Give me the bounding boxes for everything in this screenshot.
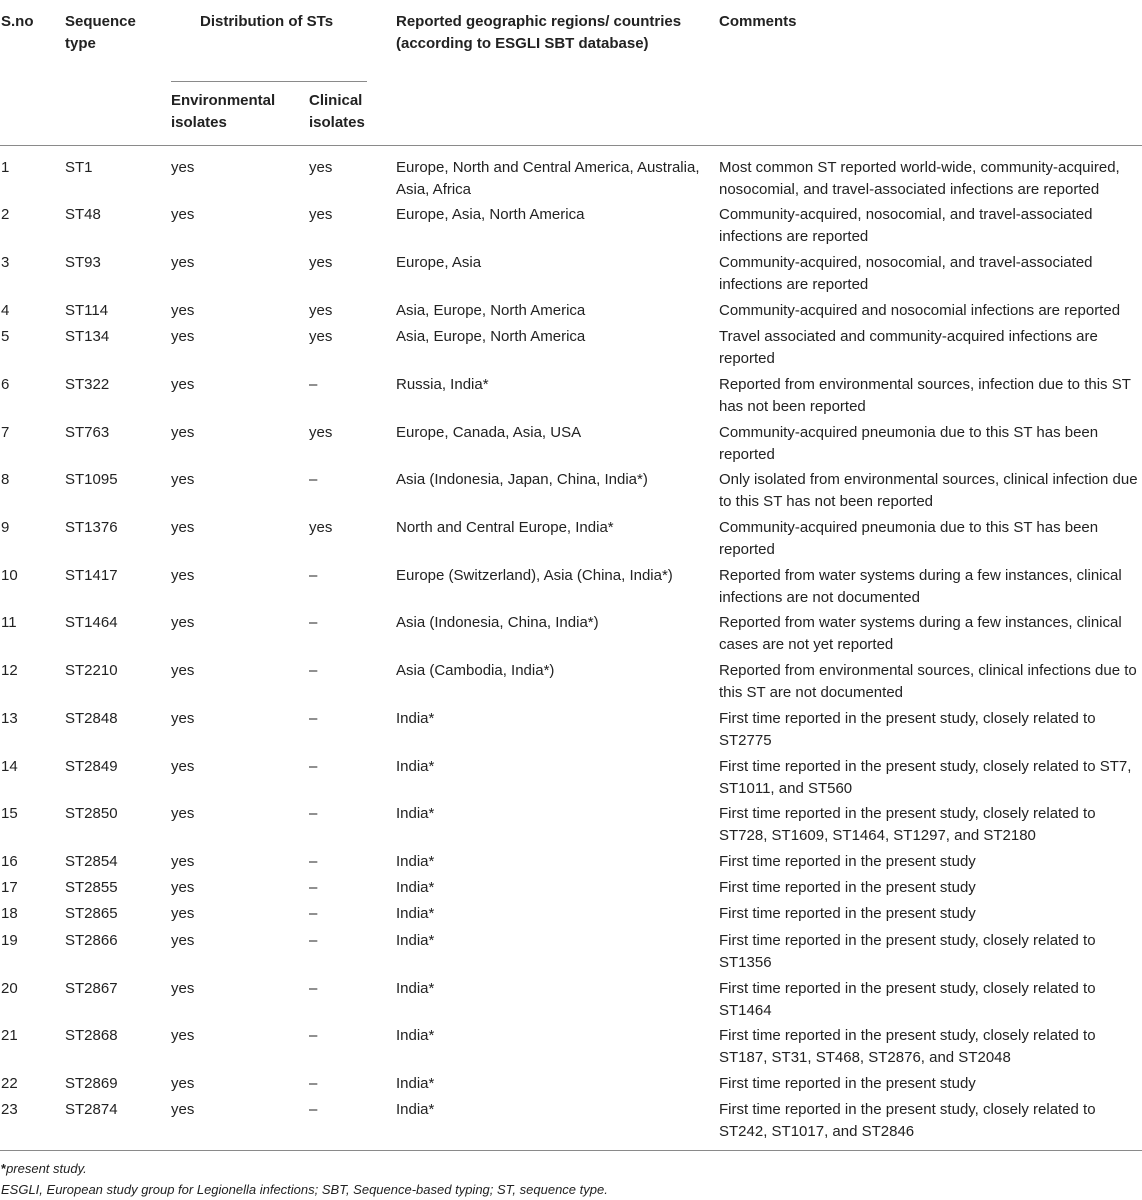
cell-clinical: yes	[309, 302, 333, 319]
cell-sequence-type: ST114	[65, 302, 109, 319]
footnote-abbreviations: ESGLI, European study group for Legionella infections; SBT, Sequence-based typing; ST, sequence type.	[1, 1182, 608, 1197]
cell-sno: 22	[1, 1075, 18, 1092]
cell-regions: Europe, Asia, North America	[396, 206, 585, 223]
cell-regions: India*	[396, 932, 435, 949]
cell-environmental: yes	[171, 614, 195, 631]
cell-regions: Asia (Indonesia, Japan, China, India*)	[396, 471, 648, 488]
cell-clinical: yes	[309, 159, 333, 176]
cell-sno: 16	[1, 853, 18, 870]
cell-sno: 8	[1, 471, 10, 488]
cell-regions: India*	[396, 853, 435, 870]
cell-regions: India*	[396, 805, 435, 822]
cell-regions: India*	[396, 1027, 435, 1044]
cell-clinical: –	[309, 471, 318, 488]
footnote-present-study	[1, 1159, 87, 1179]
cell-environmental: yes	[171, 980, 195, 997]
cell-environmental: yes	[171, 1027, 195, 1044]
cell-sequence-type: ST1	[65, 159, 93, 176]
header-regions: Reported geographic regions/ countries (according to ESGLI SBT database)	[396, 13, 682, 52]
cell-sno: 9	[1, 519, 10, 536]
table-bottom-rule	[0, 1150, 1142, 1151]
footnote-star: *	[1, 1161, 7, 1176]
cell-sno: 6	[1, 376, 10, 393]
cell-sno: 21	[1, 1027, 18, 1044]
cell-sequence-type: ST2210	[65, 662, 118, 679]
cell-environmental: yes	[171, 567, 195, 584]
cell-sno: 1	[1, 159, 10, 176]
cell-sno: 15	[1, 805, 18, 822]
cell-regions: Europe, Asia	[396, 254, 482, 271]
cell-comments: Reported from water systems during a few instances, clinical cases are not yet reported	[719, 614, 1122, 653]
cell-environmental: yes	[171, 805, 195, 822]
cell-regions: Russia, India*	[396, 376, 489, 393]
cell-comments: First time reported in the present study, closely related to ST2775	[719, 710, 1096, 749]
cell-sequence-type: ST2855	[65, 879, 118, 896]
cell-clinical: yes	[309, 206, 333, 223]
cell-comments: Reported from environmental sources, infection due to this ST has not been reported	[719, 376, 1131, 415]
cell-regions: Europe, North and Central America, Australia, Asia, Africa	[396, 159, 700, 198]
cell-clinical: –	[309, 879, 318, 896]
footnote-present-study-text: present study.	[6, 1161, 87, 1176]
cell-clinical: –	[309, 932, 318, 949]
cell-clinical: –	[309, 1027, 318, 1044]
header-sno: S.no	[1, 13, 34, 30]
cell-clinical: yes	[309, 254, 333, 271]
cell-comments: Most common ST reported world-wide, community-acquired, nosocomial, and travel-associated infections are reported	[719, 159, 1120, 198]
cell-regions: North and Central Europe, India*	[396, 519, 614, 536]
cell-sequence-type: ST2866	[65, 932, 118, 949]
cell-comments: First time reported in the present study	[719, 853, 976, 870]
cell-sno: 11	[1, 614, 17, 631]
cell-sequence-type: ST2865	[65, 905, 118, 922]
cell-sno: 12	[1, 662, 18, 679]
cell-comments: First time reported in the present study, closely related to ST242, ST1017, and ST2846	[719, 1101, 1096, 1140]
cell-sequence-type: ST2849	[65, 758, 118, 775]
cell-regions: Europe (Switzerland), Asia (China, India*)	[396, 567, 673, 584]
cell-sequence-type: ST2848	[65, 710, 118, 727]
cell-clinical: –	[309, 1101, 318, 1118]
cell-sequence-type: ST1095	[65, 471, 118, 488]
cell-comments: First time reported in the present study, closely related to ST7, ST1011, and ST560	[719, 758, 1132, 797]
cell-sequence-type: ST2854	[65, 853, 118, 870]
cell-sequence-type: ST48	[65, 206, 101, 223]
cell-environmental: yes	[171, 206, 195, 223]
cell-regions: India*	[396, 1101, 435, 1118]
cell-regions: Asia, Europe, North America	[396, 328, 586, 345]
cell-regions: Asia, Europe, North America	[396, 302, 586, 319]
cell-environmental: yes	[171, 758, 195, 775]
cell-environmental: yes	[171, 519, 195, 536]
cell-sno: 14	[1, 758, 18, 775]
cell-comments: First time reported in the present study	[719, 879, 976, 896]
cell-environmental: yes	[171, 1101, 195, 1118]
cell-comments: First time reported in the present study, closely related to ST187, ST31, ST468, ST2876, and ST2048	[719, 1027, 1096, 1066]
cell-environmental: yes	[171, 879, 195, 896]
cell-comments: Only isolated from environmental sources, clinical infection due to this ST has not been reported	[719, 471, 1138, 510]
cell-sno: 2	[1, 206, 10, 223]
cell-sno: 4	[1, 302, 10, 319]
cell-clinical: –	[309, 710, 318, 727]
cell-regions: Europe, Canada, Asia, USA	[396, 424, 582, 441]
cell-sequence-type: ST1417	[65, 567, 118, 584]
cell-clinical: –	[309, 376, 318, 393]
cell-environmental: yes	[171, 853, 195, 870]
cell-sno: 10	[1, 567, 18, 584]
cell-regions: India*	[396, 980, 435, 997]
cell-environmental: yes	[171, 905, 195, 922]
cell-comments: First time reported in the present study	[719, 1075, 976, 1092]
cell-sequence-type: ST2868	[65, 1027, 118, 1044]
cell-environmental: yes	[171, 662, 195, 679]
cell-sequence-type: ST2867	[65, 980, 118, 997]
header-environmental: Environmental isolates	[171, 92, 276, 131]
cell-sequence-type: ST134	[65, 328, 110, 345]
cell-clinical: –	[309, 758, 318, 775]
cell-regions: India*	[396, 1075, 435, 1092]
cell-comments: Community-acquired, nosocomial, and travel-associated infections are reported	[719, 254, 1093, 293]
cell-regions: India*	[396, 905, 435, 922]
cell-environmental: yes	[171, 471, 195, 488]
cell-clinical: –	[309, 853, 318, 870]
cell-comments: Travel associated and community-acquired infections are reported	[719, 328, 1098, 367]
cell-clinical: yes	[309, 328, 333, 345]
cell-comments: First time reported in the present study, closely related to ST728, ST1609, ST1464, ST1297, and ST2180	[719, 805, 1096, 844]
cell-clinical: –	[309, 980, 318, 997]
cell-regions: India*	[396, 879, 435, 896]
header-comments: Comments	[719, 13, 797, 30]
cell-sequence-type: ST2850	[65, 805, 118, 822]
cell-sequence-type: ST322	[65, 376, 110, 393]
cell-environmental: yes	[171, 1075, 195, 1092]
cell-environmental: yes	[171, 424, 195, 441]
cell-sequence-type: ST763	[65, 424, 110, 441]
cell-comments: First time reported in the present study, closely related to ST1464	[719, 980, 1096, 1019]
cell-clinical: –	[309, 805, 318, 822]
cell-sno: 13	[1, 710, 18, 727]
cell-comments: Reported from water systems during a few instances, clinical infections are not documented	[719, 567, 1122, 606]
cell-sno: 17	[1, 879, 18, 896]
cell-sno: 3	[1, 254, 10, 271]
header-clinical: Clinical isolates	[309, 92, 365, 131]
cell-clinical: yes	[309, 424, 333, 441]
cell-sno: 5	[1, 328, 10, 345]
cell-sno: 23	[1, 1101, 18, 1118]
header-bottom-rule	[0, 145, 1142, 146]
cell-environmental: yes	[171, 376, 195, 393]
cell-environmental: yes	[171, 254, 195, 271]
cell-regions: India*	[396, 710, 435, 727]
cell-environmental: yes	[171, 710, 195, 727]
cell-comments: First time reported in the present study, closely related to ST1356	[719, 932, 1096, 971]
table-header	[0, 0, 1142, 146]
cell-clinical: –	[309, 614, 318, 631]
cell-comments: Community-acquired and nosocomial infections are reported	[719, 302, 1121, 319]
cell-clinical: –	[309, 567, 318, 584]
cell-comments: Community-acquired, nosocomial, and travel-associated infections are reported	[719, 206, 1093, 245]
cell-sno: 18	[1, 905, 18, 922]
cell-sequence-type: ST2874	[65, 1101, 118, 1118]
cell-comments: Reported from environmental sources, clinical infections due to this ST are not documented	[719, 662, 1137, 701]
cell-regions: Asia (Indonesia, China, India*)	[396, 614, 599, 631]
header-distribution: Distribution of STs	[200, 13, 334, 30]
cell-environmental: yes	[171, 302, 195, 319]
cell-sequence-type: ST93	[65, 254, 101, 271]
cell-sno: 20	[1, 980, 18, 997]
cell-environmental: yes	[171, 932, 195, 949]
cell-clinical: –	[309, 662, 318, 679]
cell-clinical: –	[309, 905, 318, 922]
cell-sno: 19	[1, 932, 18, 949]
cell-clinical: yes	[309, 519, 333, 536]
cell-sno: 7	[1, 424, 10, 441]
cell-comments: Community-acquired pneumonia due to this ST has been reported	[719, 519, 1099, 558]
cell-regions: India*	[396, 758, 435, 775]
cell-environmental: yes	[171, 328, 195, 345]
cell-comments: First time reported in the present study	[719, 905, 976, 922]
cell-sequence-type: ST1376	[65, 519, 118, 536]
cell-sequence-type: ST2869	[65, 1075, 118, 1092]
cell-sequence-type: ST1464	[65, 614, 118, 631]
cell-clinical: –	[309, 1075, 318, 1092]
cell-environmental: yes	[171, 159, 195, 176]
header-sequence-type: Sequence type	[65, 13, 136, 52]
cell-comments: Community-acquired pneumonia due to this ST has been reported	[719, 424, 1099, 463]
distribution-rule	[171, 81, 367, 82]
cell-regions: Asia (Cambodia, India*)	[396, 662, 555, 679]
